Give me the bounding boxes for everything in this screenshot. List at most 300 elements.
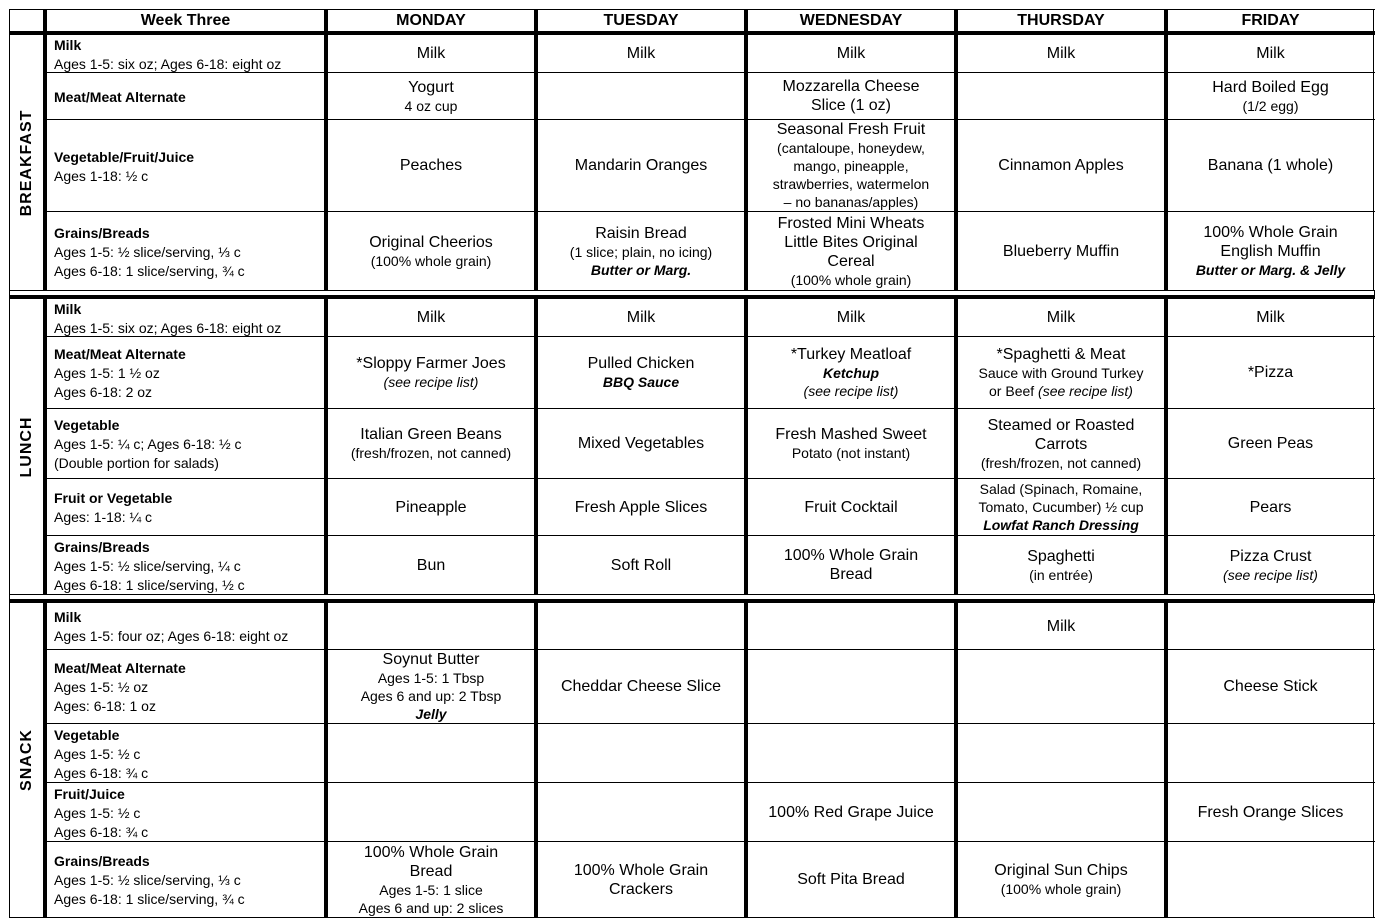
category-name: Meat/Meat Alternate [54,346,186,362]
portion-requirement: Ages 1-5: four oz; Ages 6-18: eight oz [54,628,289,644]
category-cell [43,842,324,917]
menu-item-text: *Pizza [1247,364,1294,381]
menu-item-text: Blueberry Muffin [1002,242,1120,260]
table-row [43,72,1375,119]
menu-item-line [775,425,926,444]
menu-item-text: Butter or Marg. & Jelly [1195,262,1346,278]
menu-cell-tuesday [534,536,744,594]
menu-item-text: Pizza Crust [1229,547,1312,565]
menu-cell-tuesday [534,479,744,535]
menu-item-line [837,308,865,327]
portion-requirement: Ages 1-5: six oz; Ages 6-18: eight oz [54,55,282,72]
menu-item-text: Steamed or Roasted [987,416,1135,434]
menu-item-line [1001,880,1122,898]
portion-requirement: Ages 1-5: ½ c [54,804,141,821]
menu-cell-friday [1164,536,1374,594]
menu-cell-thursday [954,603,1164,649]
menu-item-line [364,843,498,862]
day-header-thursday: THURSDAY [954,10,1164,31]
menu-item-line [356,354,505,373]
menu-item-line [415,705,446,723]
category-name: Grains/Breads [54,853,150,869]
menu-item-text: Fresh Apple Slices [574,498,708,516]
category-cell [43,536,324,594]
menu-cell-thursday [954,479,1164,535]
menu-item-text: (see recipe list) [1223,566,1318,583]
menu-item-text: strawberries, watermelon [772,176,930,192]
menu-item-text: Mozzarella Cheese [782,78,920,95]
menu-item-line [823,364,879,382]
section-label [9,603,43,917]
menu-item-line [609,880,673,899]
menu-item-text: Lowfat Ranch Dressing [983,517,1139,533]
menu-item-line [570,243,712,261]
menu-item-text: 100% Red Grape Juice [768,803,934,821]
menu-item-text: Pears [1249,498,1292,516]
menu-item-text: Milk [1046,617,1076,635]
day-header-friday: FRIDAY [1164,10,1374,31]
menu-item-line [784,193,919,211]
menu-item-line [1198,803,1344,822]
menu-item-text: (cantaloupe, honeydew, [777,140,925,156]
portion-requirement: Ages: 1-18: ¼ c [54,509,153,525]
menu-item-line [791,345,911,364]
menu-item-text: Hard Boiled Egg [1212,78,1329,96]
menu-item-text: Soft Roll [610,556,672,574]
menu-item-text: Mandarin Oranges [574,157,708,174]
category-cell [43,73,324,119]
menu-item-line [1248,363,1293,382]
menu-item-text: Slice (1 oz) [810,97,892,114]
menu-cell-tuesday [534,212,744,290]
menu-cell-friday [1164,120,1374,211]
category-cell [43,409,324,478]
menu-item-text: or Beef [989,383,1039,399]
portion-requirement: Ages 1-5: ½ c [54,745,141,762]
menu-item-line [830,565,873,584]
menu-item-text: Jelly [415,706,447,722]
menu-cell-monday [324,783,534,841]
menu-cell-monday [324,73,534,119]
menu-item-line [410,862,453,881]
menu-item-line [792,444,910,462]
menu-item-line [417,44,445,63]
menu-item-text: *Spaghetti & Meat [996,346,1126,363]
category-cell [43,724,324,782]
menu-item-line [384,373,479,391]
menu-item-line [997,345,1126,364]
table-row [43,841,1375,917]
menu-item-line [627,44,655,63]
menu-item-text: Cereal [827,252,875,270]
menu-item-line [360,425,501,444]
menu-cell-monday [324,650,534,723]
menu-item-line [979,498,1144,516]
menu-item-text: Fresh Orange Slices [1197,803,1344,821]
recipe-note: (see recipe list) [1038,383,1133,399]
day-header-tuesday: TUESDAY [534,10,744,31]
menu-item-text: mango, pineapple, [793,158,909,174]
menu-item-text: Ages 1-5: 1 slice [379,881,483,898]
menu-item-text: (1 slice; plain, no icing) [569,243,713,260]
table-row [43,336,1375,408]
menu-item-line [575,498,708,517]
menu-cell-wednesday [744,299,954,336]
menu-item-line [611,556,671,575]
header-corner [9,10,43,31]
menu-item-line [783,77,920,96]
portion-requirement: Ages 1-5: 1 ½ oz [54,365,160,381]
menu-cell-monday [324,120,534,211]
menu-cell-friday [1164,35,1374,72]
menu-item-text: Seasonal Fresh Fruit [776,121,926,138]
portion-requirement: Ages 6-18: ¾ c [54,764,149,781]
menu-item-text: 100% Whole Grain [363,843,499,861]
menu-cell-monday [324,35,534,72]
category-cell [43,603,324,649]
section-label-text: LUNCH [17,416,35,477]
menu-cell-monday [324,212,534,290]
menu-item-line [804,498,897,517]
menu-cell-tuesday [534,724,744,782]
menu-item-line [400,156,462,175]
menu-item-line [1003,242,1119,261]
category-name: Vegetable [54,417,120,433]
menu-item-line [837,44,865,63]
menu-item-text: (fresh/frozen, not canned) [350,445,512,461]
menu-cell-friday [1164,337,1374,408]
menu-item-line [1212,78,1329,97]
table-row [43,782,1375,841]
menu-item-line [575,156,708,175]
menu-item-line [784,546,918,565]
menu-item-line [588,354,695,373]
menu-cell-wednesday [744,337,954,408]
menu-item-text: Soynut Butter [382,651,480,668]
menu-item-line [1203,223,1337,242]
menu-cell-wednesday [744,724,954,782]
menu-item-line [1047,44,1075,63]
menu-item-text: (1/2 egg) [1242,97,1299,114]
menu-item-line [777,139,925,157]
portion-requirement: Ages 6-18: ¾ c [54,823,149,840]
menu-cell-thursday [954,724,1164,782]
menu-item-text: Crackers [608,880,673,898]
menu-cell-monday [324,603,534,649]
table-row [43,649,1375,723]
menu-item-text: Bread [829,566,873,583]
menu-item-text: Milk [416,45,446,62]
menu-item-line [989,382,1133,400]
category-name: Fruit/Juice [54,785,125,802]
menu-cell-tuesday [534,783,744,841]
menu-item-text: English Muffin [1220,243,1321,260]
menu-item-text: Green Peas [1227,435,1314,452]
menu-item-text: Milk [626,45,656,62]
day-header-monday: MONDAY [324,10,534,31]
menu-item-line [369,233,493,252]
menu-item-text: Milk [836,309,866,326]
menu-cell-monday [324,842,534,917]
menu-item-text: (100% whole grain) [1000,881,1122,897]
menu-cell-tuesday [534,73,744,119]
menu-cell-thursday [954,120,1164,211]
category-name: Meat/Meat Alternate [54,88,186,105]
menu-cell-thursday [954,783,1164,841]
menu-cell-thursday [954,212,1164,290]
menu-item-text: Pineapple [395,498,467,516]
menu-item-text: Italian Green Beans [360,426,502,443]
menu-item-text: Spaghetti [1027,547,1095,565]
menu-cell-friday [1164,842,1374,917]
menu-cell-thursday [954,299,1164,336]
category-name: Milk [54,609,82,625]
section-label-text: SNACK [17,729,35,791]
menu-cell-wednesday [744,536,954,594]
menu-cell-monday [324,337,534,408]
table-row [43,119,1375,211]
menu-cell-thursday [954,536,1164,594]
portion-requirement: Ages 1-5: ¼ c; Ages 6-18: ½ c [54,436,242,452]
menu-cell-friday [1164,724,1374,782]
menu-item-line [379,881,483,899]
portion-requirement: Ages 6-18: 1 slice/serving, ¾ c [54,891,245,907]
portion-requirement: Ages 6-18: 2 oz [54,384,153,400]
menu-item-line [784,233,917,252]
menu-item-line [811,96,891,115]
menu-item-text: Milk [1256,45,1285,62]
menu-cell-wednesday [744,603,954,649]
menu-cell-friday [1164,73,1374,119]
menu-item-text: 4 oz cup [404,97,458,114]
menu-item-text: Yogurt [408,78,454,96]
table-row [43,603,1375,649]
menu-item-line [980,480,1143,498]
portion-requirement: Ages 1-5: ½ slice/serving, ¼ c [54,557,241,574]
category-name: Milk [54,36,82,53]
menu-cell-tuesday [534,650,744,723]
menu-item-text: Original Cheerios [369,233,493,251]
menu-item-line [773,175,929,193]
menu-item-text: (see recipe list) [383,374,479,390]
menu-item-text: Salad (Spinach, Romaine, [979,481,1143,497]
menu-item-text: *Sloppy Farmer Joes [356,355,506,372]
menu-cell-tuesday [534,299,744,336]
menu-table [9,9,1375,918]
category-cell [43,337,324,408]
menu-item-text: Milk [626,309,656,326]
menu-item-line [378,669,484,687]
menu-item-text: – no bananas/apples) [783,194,919,210]
menu-cell-friday [1164,783,1374,841]
menu-item-text: Ages 6 and up: 2 slices [358,899,504,916]
menu-item-line [408,78,454,97]
portion-requirement: Ages 1-5: ½ slice/serving, ⅓ c [54,243,241,260]
menu-item-line [1029,566,1093,584]
menu-cell-wednesday [744,73,954,119]
menu-cell-wednesday [744,212,954,290]
menu-item-line [603,373,679,391]
portion-requirement: Ages 6-18: 1 slice/serving, ¾ c [54,262,245,279]
menu-item-line [768,803,933,822]
menu-item-line [1223,566,1318,584]
menu-item-line [1035,435,1087,454]
menu-item-text: Soft Pita Bread [797,871,905,888]
menu-item-line [1047,308,1075,327]
menu-item-text: Cheese Stick [1223,678,1318,695]
menu-item-line [561,677,721,696]
menu-cell-tuesday [534,35,744,72]
menu-item-line [983,516,1139,534]
menu-item-text: Fruit Cocktail [804,498,898,516]
menu-item-line [793,157,908,175]
category-cell [43,212,324,290]
section-lunch [9,295,1375,594]
menu-cell-thursday [954,650,1164,723]
menu-cell-wednesday [744,120,954,211]
menu-cell-wednesday [744,409,954,478]
menu-cell-wednesday [744,650,954,723]
menu-item-text: 100% Whole Grain [1203,224,1338,241]
menu-cell-wednesday [744,842,954,917]
menu-item-text: Butter or Marg. [590,261,692,278]
menu-item-line [1208,156,1333,175]
menu-item-line [627,308,655,327]
menu-item-line [791,271,912,289]
menu-item-line [1223,677,1317,696]
header-row [9,9,1375,31]
menu-cell-monday [324,409,534,478]
menu-cell-wednesday [744,35,954,72]
menu-item-text: 100% Whole Grain [573,861,709,879]
menu-item-text: Mixed Vegetables [577,435,705,452]
section-label [9,299,43,594]
menu-cell-thursday [954,337,1164,408]
menu-item-text: Cinnamon Apples [998,157,1124,174]
menu-item-text: *Turkey Meatloaf [790,346,912,363]
category-cell [43,783,324,841]
category-name: Vegetable/Fruit/Juice [54,148,195,165]
menu-cell-monday [324,536,534,594]
menu-item-line [988,416,1135,435]
menu-item-text: Peaches [399,157,463,174]
menu-cell-friday [1164,603,1374,649]
day-header-wednesday: WEDNESDAY [744,10,954,31]
category-name: Vegetable [54,726,120,743]
menu-item-line [417,308,445,327]
menu-cell-tuesday [534,409,744,478]
menu-item-line [595,224,687,243]
table-row [43,535,1375,594]
category-name: Meat/Meat Alternate [54,660,186,676]
category-cell [43,479,324,535]
table-bottom-border [9,917,1375,918]
menu-cell-tuesday [534,337,744,408]
menu-item-line [797,870,905,889]
menu-item-text: (in entrée) [1029,566,1093,583]
menu-item-line [1230,547,1312,566]
menu-cell-monday [324,479,534,535]
menu-cell-wednesday [744,479,954,535]
menu-cell-friday [1164,409,1374,478]
menu-cell-friday [1164,479,1374,535]
portion-requirement: Ages 6-18: 1 slice/serving, ½ c [54,576,245,593]
menu-item-line [383,650,480,669]
menu-cell-tuesday [534,603,744,649]
section-label-text: BREAKFAST [17,109,35,216]
menu-item-line [1196,261,1345,279]
portion-requirement: Ages: 6-18: 1 oz [54,698,156,714]
menu-item-text: Raisin Bread [595,224,687,242]
menu-item-text: Milk [836,45,866,62]
category-name: Grains/Breads [54,224,150,241]
category-cell [43,35,324,72]
menu-item-text: (fresh/frozen, not canned) [980,454,1142,471]
table-row [43,408,1375,478]
menu-item-text: Sauce with Ground Turkey [978,365,1144,381]
menu-item-text: (100% whole grain) [790,271,912,288]
menu-item-text: Carrots [1034,435,1088,453]
menu-item-line [1047,617,1075,636]
menu-item-line [1256,308,1284,327]
category-name: Milk [54,300,82,317]
menu-item-text: Bread [409,862,453,880]
menu-item-line [1242,97,1298,115]
menu-item-line [981,454,1141,472]
menu-cell-tuesday [534,120,744,211]
table-row [43,299,1375,336]
menu-item-text: Cheddar Cheese Slice [560,678,722,695]
menu-cell-thursday [954,73,1164,119]
menu-item-line [405,97,458,115]
menu-cell-tuesday [534,842,744,917]
menu-cell-thursday [954,409,1164,478]
menu-item-text: Milk [1256,309,1285,326]
menu-item-line [359,899,504,917]
menu-item-text: Pulled Chicken [587,355,695,372]
menu-item-text: Ketchup [823,365,879,381]
portion-requirement: Ages 1-5: ½ slice/serving, ⅓ c [54,872,241,888]
menu-item-line [351,444,511,462]
menu-item-line [371,252,492,270]
menu-item-line [574,861,708,880]
menu-item-text: (100% whole grain) [370,252,492,269]
menu-item-line [994,861,1127,880]
menu-item-text: Ages 1-5: 1 Tbsp [377,670,485,686]
menu-item-line [979,364,1144,382]
menu-item-text: Potato (not instant) [791,445,911,461]
section-label [9,35,43,290]
menu-item-line [827,252,874,271]
menu-item-line [1027,547,1095,566]
menu-cell-monday [324,299,534,336]
menu-item-text: Ages 6 and up: 2 Tbsp [360,688,502,704]
portion-requirement: Ages 1-5: six oz; Ages 6-18: eight oz [54,319,282,336]
portion-requirement: Ages 1-18: ½ c [54,167,149,184]
menu-item-line [778,214,925,233]
menu-cell-thursday [954,842,1164,917]
table-row [43,478,1375,535]
menu-item-text: Milk [1046,45,1076,62]
menu-item-line [591,261,691,279]
menu-item-text: Bun [416,556,446,574]
table-row [43,723,1375,782]
portion-requirement: Ages 1-5: ½ oz [54,679,149,695]
category-name: Grains/Breads [54,538,150,555]
menu-item-line [804,382,899,400]
menu-item-line [361,687,502,705]
menu-item-text: Banana (1 whole) [1207,157,1334,174]
